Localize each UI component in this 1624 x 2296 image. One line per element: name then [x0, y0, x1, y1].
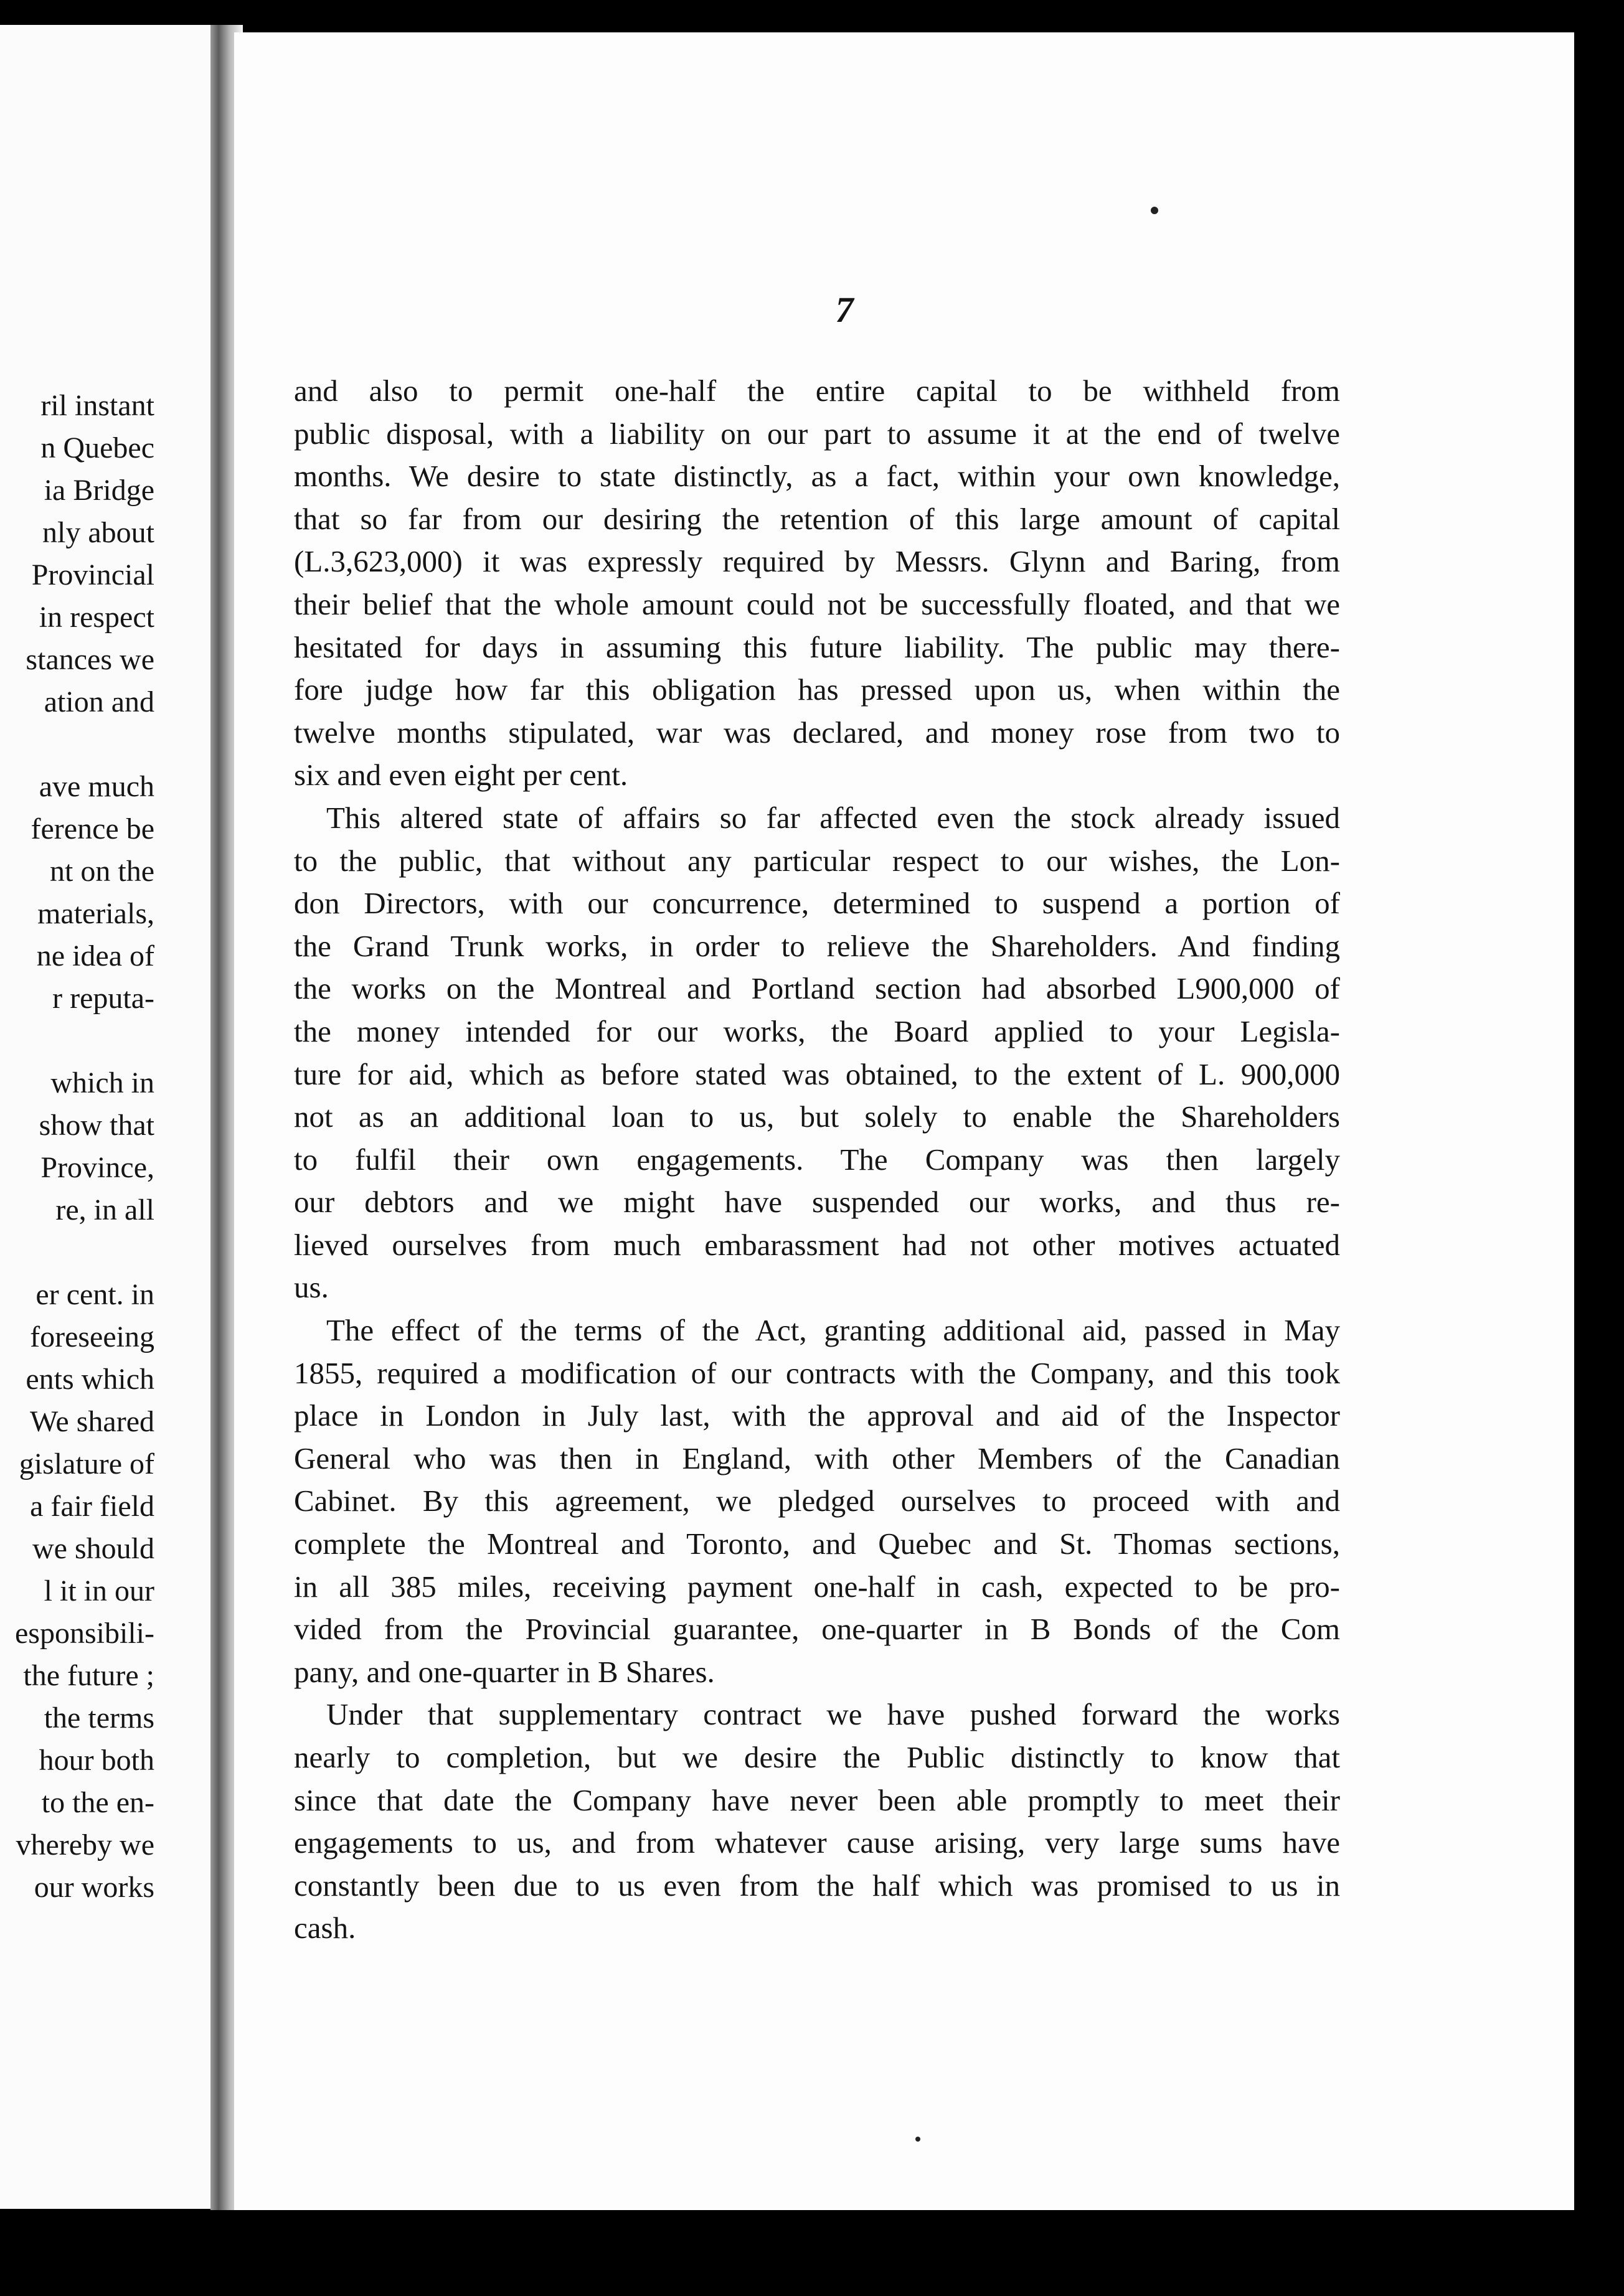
text-line: us. — [294, 1270, 329, 1305]
facing-line: stances we — [26, 643, 154, 676]
facing-line: esponsibili- — [15, 1617, 154, 1650]
facing-page-text — [0, 385, 154, 1909]
text-line: not as an additional loan to us, but solely to enable the Shareholders — [294, 1099, 1340, 1134]
facing-line: the terms — [44, 1701, 154, 1734]
facing-line: ave much — [39, 770, 154, 803]
ink-speck — [915, 2137, 920, 2142]
text-line: twelve months stipulated, war was declared, and money rose from two to — [294, 715, 1340, 750]
text-line: months. We desire to state distinctly, as a fact, within your own knowledge, — [294, 459, 1340, 494]
text-line: don Directors, with our concurrence, determined to suspend a portion of — [294, 886, 1340, 921]
main-page — [234, 32, 1574, 2210]
facing-blank — [0, 723, 154, 766]
page-body-text — [294, 370, 1340, 1950]
facing-line: l it in our — [44, 1574, 154, 1607]
facing-line: We shared — [29, 1405, 154, 1438]
text-line: the money intended for our works, the Board applied to your Legisla- — [294, 1014, 1340, 1048]
text-line: The effect of the terms of the Act, granting additional aid, passed in May — [326, 1313, 1340, 1348]
facing-line: ril instant — [40, 389, 154, 422]
facing-line: ference be — [31, 812, 154, 845]
facing-page-fragment — [0, 25, 217, 2209]
text-line: fore judge how far this obligation has pressed upon us, when within the — [294, 672, 1340, 707]
facing-blank — [0, 1231, 154, 1274]
text-line: Under that supplementary contract we have pushed forward the works — [326, 1697, 1340, 1732]
facing-line: ne idea of — [36, 939, 154, 972]
text-line: since that date the Company have never been able promptly to meet their — [294, 1782, 1340, 1817]
text-line: pany, and one-quarter in B Shares. — [294, 1654, 715, 1689]
ink-speck — [1151, 207, 1158, 214]
text-line: lieved ourselves from much embarassment had not other motives actuated — [294, 1227, 1340, 1262]
facing-line: Province, — [40, 1151, 154, 1184]
facing-line: n Quebec — [40, 431, 154, 464]
text-line: to fulfil their own engagements. The Company was then largely — [294, 1142, 1340, 1177]
text-line: (L.3,623,000) it was expressly required by Messrs. Glynn and Baring, from — [294, 544, 1340, 579]
facing-line: nt on the — [50, 855, 154, 888]
facing-line: ation and — [44, 685, 154, 718]
page-number: 7 — [835, 289, 854, 330]
facing-line: er cent. in — [35, 1278, 154, 1311]
facing-line: r reputa- — [52, 982, 154, 1015]
text-line: vided from the Provincial guarantee, one-quarter in B Bonds of the Com — [294, 1612, 1340, 1647]
facing-blank — [0, 1020, 154, 1062]
text-line: constantly been due to us even from the half which was promised to us in — [294, 1868, 1340, 1903]
text-line: This altered state of affairs so far affected even the stock already issued — [326, 800, 1340, 835]
facing-line: hour both — [39, 1744, 154, 1777]
facing-line: the future ; — [23, 1659, 154, 1692]
text-line: engagements to us, and from whatever cause arising, very large sums have — [294, 1825, 1340, 1860]
facing-line: show that — [39, 1109, 154, 1142]
text-line: nearly to completion, but we desire the Public distinctly to know that — [294, 1740, 1340, 1774]
facing-line: vhereby we — [16, 1828, 154, 1861]
facing-line: gislature of — [19, 1447, 154, 1480]
text-line: and also to permit one-half the entire capital to be withheld from — [294, 374, 1340, 408]
facing-line: to the en- — [41, 1786, 154, 1819]
facing-line: our works — [34, 1871, 154, 1904]
text-line: General who was then in England, with other Members of the Canadian — [294, 1441, 1340, 1475]
text-line: to the public, that without any particular respect to our wishes, the Lon- — [294, 843, 1340, 878]
text-line: in all 385 miles, receiving payment one-half in cash, expected to be pro- — [294, 1569, 1340, 1604]
facing-line: materials, — [37, 897, 154, 930]
text-line: the Grand Trunk works, in order to relieve the Shareholders. And finding — [294, 928, 1340, 963]
text-line: ture for aid, which as before stated was obtained, to the extent of L. 900,000 — [294, 1056, 1340, 1091]
facing-line: a fair field — [30, 1490, 154, 1523]
facing-line: ents which — [26, 1363, 154, 1396]
facing-line: Provincial — [31, 558, 154, 591]
text-line: that so far from our desiring the retention of this large amount of capital — [294, 501, 1340, 536]
text-line: 1855, required a modification of our contracts with the Company, and this took — [294, 1355, 1340, 1390]
text-line: complete the Montreal and Toronto, and Quebec and St. Thomas sections, — [294, 1527, 1340, 1561]
text-line: the works on the Montreal and Portland section had absorbed L900,000 of — [294, 971, 1340, 1006]
facing-line: ia Bridge — [44, 474, 154, 507]
text-line: their belief that the whole amount could not be successfully floated, and that we — [294, 586, 1340, 621]
facing-line: we should — [32, 1532, 154, 1565]
text-line: hesitated for days in assuming this future liability. The public may there- — [294, 629, 1340, 664]
facing-line: which in — [50, 1066, 154, 1099]
text-line: public disposal, with a liability on our part to assume it at the end of twelve — [294, 416, 1340, 451]
facing-line: in respect — [39, 601, 154, 634]
text-line: six and even eight per cent. — [294, 758, 628, 793]
text-line: place in London in July last, with the approval and aid of the Inspector — [294, 1398, 1340, 1433]
text-line: cash. — [294, 1911, 356, 1945]
text-line: our debtors and we might have suspended our works, and thus re- — [294, 1185, 1340, 1220]
facing-line: nly about — [42, 516, 154, 549]
facing-line: foreseeing — [30, 1320, 154, 1353]
facing-line: re, in all — [55, 1193, 154, 1226]
text-line: Cabinet. By this agreement, we pledged ourselves to proceed with and — [294, 1484, 1340, 1518]
